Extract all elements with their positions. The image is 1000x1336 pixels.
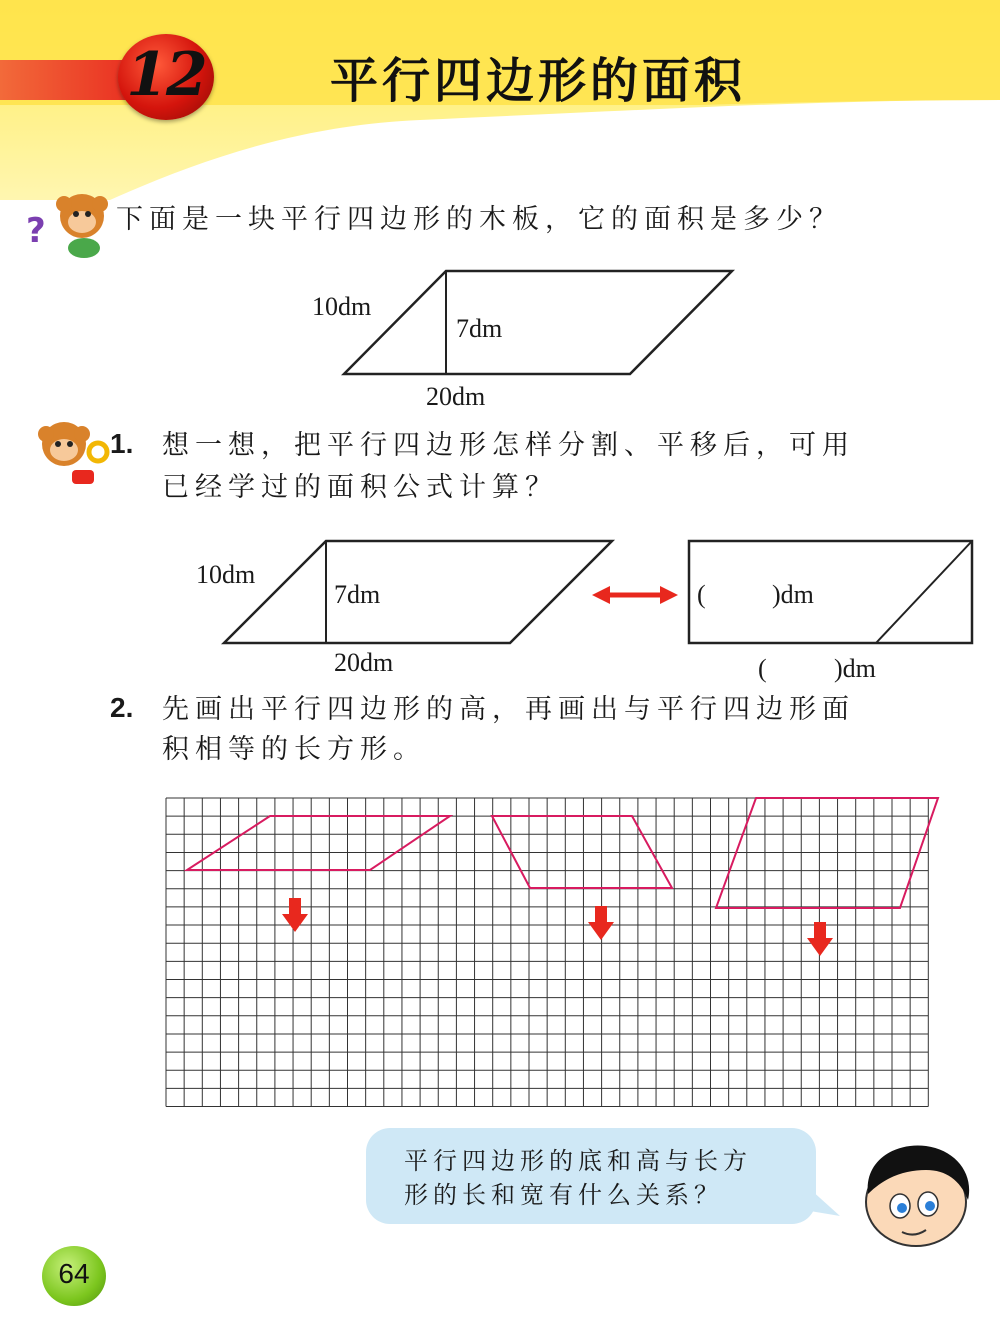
task2-text-line2: 积相等的长方形。 <box>162 734 426 765</box>
down-arrow-icon <box>807 922 833 956</box>
intro-height-label: 7dm <box>456 314 503 343</box>
speech-line-1: 平行四边形的底和高与长方 <box>404 1147 752 1175</box>
task1-text-line2: 已经学过的面积公式计算？ <box>162 472 558 503</box>
task2-number: 2. <box>110 692 134 723</box>
task1-height-label: 7dm <box>334 580 381 609</box>
task1-base-blank-open: ( <box>758 654 767 683</box>
task1-base-blank-close: )dm <box>834 654 876 683</box>
task1-side-label: 10dm <box>196 560 256 589</box>
grid-parallelogram-3 <box>716 798 938 908</box>
page-number: 64 <box>58 1258 90 1289</box>
speech-line-2: 形的长和宽有什么关系？ <box>404 1181 723 1209</box>
intro-side-label: 10dm <box>312 292 372 321</box>
task1-number: 1. <box>110 428 134 459</box>
intro-base-label: 20dm <box>426 382 486 411</box>
page-number-badge <box>42 1246 106 1306</box>
speech-bubble-tail <box>800 1180 850 1220</box>
task1-height-blank-open: ( <box>697 580 706 609</box>
chapter-number: 12 <box>126 40 206 110</box>
svg-text:?: ? <box>26 211 46 251</box>
down-arrow-icon <box>588 906 614 940</box>
task1-text-line1: 想一想，把平行四边形怎样分割、平移后，可用 <box>162 430 855 461</box>
boy-face-icon <box>856 1140 976 1250</box>
task1-base-label: 20dm <box>334 648 394 677</box>
intro-question: 下面是一块平行四边形的木板，它的面积是多少？ <box>116 204 842 235</box>
speech-text <box>404 1144 804 1212</box>
task2-text-line1: 先画出平行四边形的高，再画出与平行四边形面 <box>162 694 855 725</box>
task1-height-blank-close: )dm <box>772 580 814 609</box>
chapter-title: 平行四边形的面积 <box>330 53 747 109</box>
down-arrow-icon <box>282 898 308 932</box>
grid-parallelogram-1 <box>187 816 450 870</box>
